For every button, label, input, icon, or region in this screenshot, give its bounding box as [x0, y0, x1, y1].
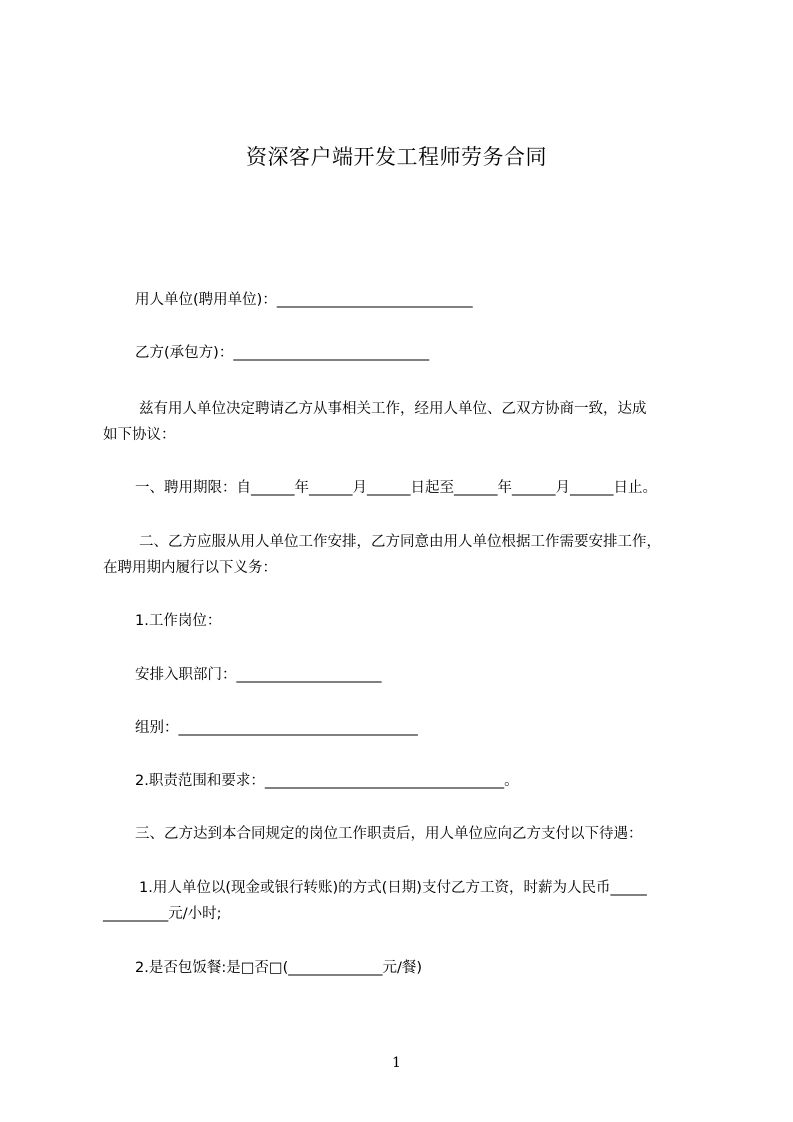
- item-position: 1.工作岗位：: [135, 613, 222, 629]
- item-responsibilities: 2.职责范围和要求：_________________________________。: [135, 773, 519, 789]
- clause-duties-line-2: 在聘用期内履行以下义务：: [103, 560, 277, 576]
- intro-paragraph: [103, 396, 723, 448]
- employer-line: 用人单位(聘用单位)：___________________________: [135, 292, 473, 308]
- clause-duties-line-1: 二、乙方应服从用人单位工作安排，乙方同意由用人单位根据工作需要安排工作，: [139, 534, 661, 550]
- group-line: 组别：_________________________________: [135, 720, 418, 736]
- department-line: 安排入职部门：____________________: [135, 667, 382, 683]
- document-title: 资深客户端开发工程师劳务合同: [246, 145, 547, 169]
- pay-paragraph: [103, 875, 723, 927]
- meal-line: 2.是否包饭餐:是□否□(_____________元/餐): [135, 960, 423, 976]
- intro-line-1: 兹有用人单位决定聘请乙方从事相关工作，经用人单位、乙双方协商一致，达成: [139, 401, 647, 417]
- clause-duties-paragraph: [103, 529, 723, 581]
- party-b-line: 乙方(承包方)：___________________________: [135, 345, 430, 361]
- clause-compensation: 三、乙方达到本合同规定的岗位工作职责后，用人单位应向乙方支付以下待遇：: [135, 826, 643, 842]
- pay-line-1: 1.用人单位以(现金或银行转账)的方式(日期)支付乙方工资，时薪为人民币_____: [139, 880, 647, 896]
- pay-line-2: _________元/小时;: [103, 906, 222, 922]
- page-number: 1: [392, 1055, 401, 1071]
- clause-term: 一、聘用期限：自______年______月______日起至______年______月______日止。: [135, 480, 657, 496]
- intro-line-2: 如下协议：: [103, 427, 176, 443]
